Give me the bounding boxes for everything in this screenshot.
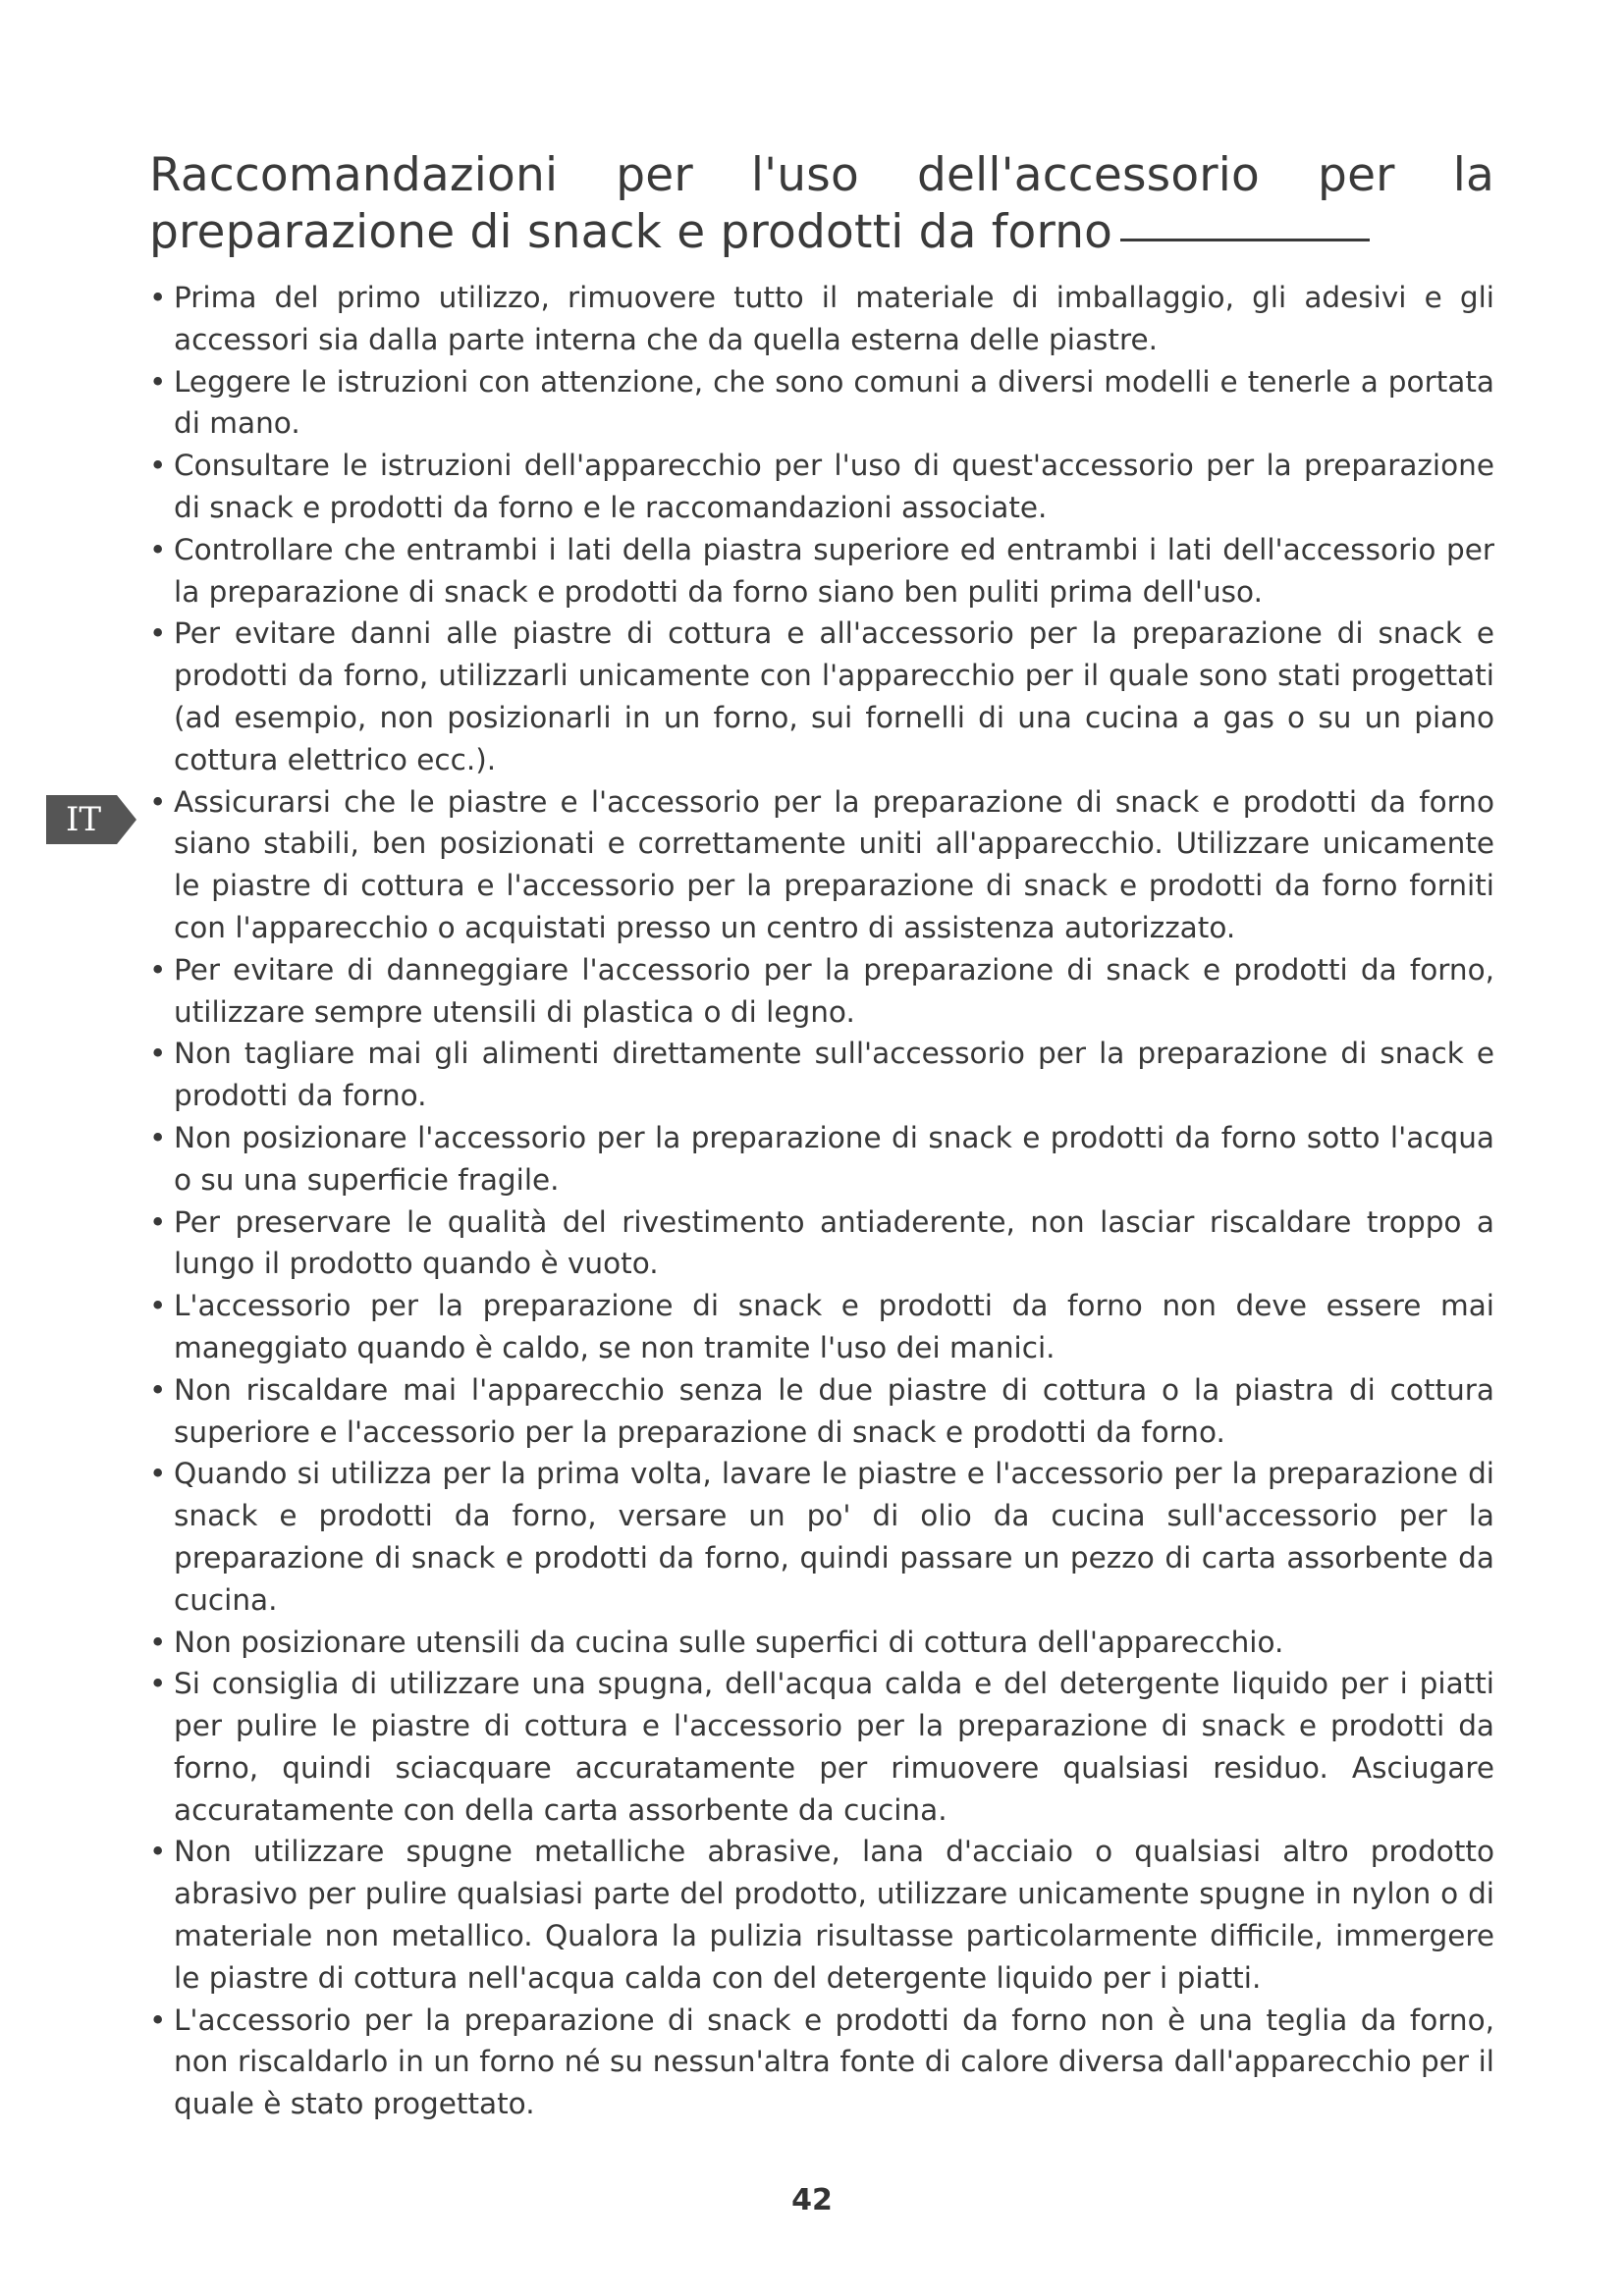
bullet-icon: • xyxy=(149,281,167,314)
bullet-icon: • xyxy=(149,1457,167,1491)
list-item-text: Si consiglia di utilizzare una spugna, dell'acqua calda e del detergente liquido per i piatti per pulire le piastre di cottura e l'accessorio per la preparazione di snack e prodotti da forno, quindi sciacquare accuratamente per rimuovere qualsiasi residuo. Asciugare accuratamente con della carta assorbente da cucina. xyxy=(174,1667,1494,1827)
list-item-text: Non riscaldare mai l'apparecchio senza le due piastre di cottura o la piastra di cottura superiore e l'accessorio per la preparazione di snack e prodotti da forno. xyxy=(174,1372,1494,1449)
bullet-icon: • xyxy=(149,532,167,566)
title-underline-rule xyxy=(1120,239,1370,241)
bullet-icon: • xyxy=(149,364,167,399)
list-item-text: Per evitare di danneggiare l'accessorio per la preparazione di snack e prodotti da forno, utilizzare sempre utensili di plastica o di legno. xyxy=(174,952,1494,1029)
list-item xyxy=(149,1663,1494,1831)
title-line-2-text: preparazione di snack e prodotti da forno xyxy=(149,205,1113,259)
page-title xyxy=(149,147,1494,261)
list-item xyxy=(149,1453,1494,1621)
list-item-text: L'accessorio per la preparazione di snack e prodotti da forno non deve essere mai maneggiato quando è caldo, se non tramite l'uso dei manici. xyxy=(174,1289,1494,1364)
bullet-icon: • xyxy=(149,784,167,819)
list-item-text: Controllare che entrambi i lati della piastra superiore ed entrambi i lati dell'accessorio per la preparazione di snack e prodotti da forno siano ben puliti prima dell'uso. xyxy=(174,532,1494,609)
bullet-icon: • xyxy=(149,952,167,987)
bullet-icon: • xyxy=(149,1120,167,1154)
list-item xyxy=(149,781,1494,949)
recommendations-list xyxy=(149,277,1494,2125)
list-item xyxy=(149,1622,1494,1664)
bullet-icon: • xyxy=(149,2002,167,2037)
bullet-icon: • xyxy=(149,616,167,651)
list-item-text: Per evitare danni alle piastre di cottura e all'accessorio per la preparazione di snack e prodotti da forno, utilizzarli unicamente con l'apparecchio per il quale sono stati progettati (ad esempio, non posizionarli in un forno, sui fornelli di una cucina a gas o su un piano cottura elettrico ecc.). xyxy=(174,616,1494,776)
list-item xyxy=(149,2000,1494,2125)
bullet-icon: • xyxy=(149,1625,167,1659)
list-item-text: Consultare le istruzioni dell'apparecchio per l'uso di quest'accessorio per la preparazione di snack e prodotti da forno e le raccomandazioni associate. xyxy=(174,449,1494,524)
list-item xyxy=(149,1117,1494,1201)
list-item xyxy=(149,1369,1494,1454)
page-number: 42 xyxy=(791,2183,833,2217)
list-item-text: Prima del primo utilizzo, rimuovere tutto il materiale di imballaggio, gli adesivi e gli accessori sia dalla parte interna che da quella esterna delle piastre. xyxy=(174,281,1494,356)
bullet-icon: • xyxy=(149,1289,167,1323)
title-line-2 xyxy=(149,204,1494,261)
list-item-text: Per preservare le qualità del rivestimento antiaderente, non lasciar riscaldare troppo a lungo il prodotto quando è vuoto. xyxy=(174,1204,1494,1281)
bullet-icon: • xyxy=(149,1835,167,1869)
language-tab-label: IT xyxy=(65,800,102,839)
list-item xyxy=(149,1033,1494,1117)
list-item xyxy=(149,613,1494,780)
bullet-icon: • xyxy=(149,1372,167,1407)
list-item xyxy=(149,1201,1494,1286)
title-line-1: Raccomandazioni per l'uso dell'accessorio per la xyxy=(149,148,1494,202)
bullet-icon: • xyxy=(149,1667,167,1701)
bullet-icon: • xyxy=(149,1204,167,1239)
bullet-icon: • xyxy=(149,449,167,483)
list-item xyxy=(149,361,1494,446)
list-item-text: Quando si utilizza per la prima volta, lavare le piastre e l'accessorio per la preparazione di snack e prodotti da forno, versare un po' di olio da cucina sull'accessorio per la preparazione di snack e prodotti da forno, quindi passare un pezzo di carta assorbente da cucina. xyxy=(174,1457,1494,1617)
list-item-text: Assicurarsi che le piastre e l'accessorio per la preparazione di snack e prodotti da forno siano stabili, ben posizionati e correttamente uniti all'apparecchio. Utilizzare unicamente le piastre di cottura e l'accessorio per la preparazione di snack e prodotti da forno forniti con l'apparecchio o acquistati presso un centro di assistenza autorizzato. xyxy=(174,784,1494,944)
language-tab xyxy=(46,795,136,844)
list-item xyxy=(149,277,1494,361)
list-item xyxy=(149,1831,1494,1999)
list-item-text: Non tagliare mai gli alimenti direttamente sull'accessorio per la preparazione di snack e prodotti da forno. xyxy=(174,1037,1494,1113)
list-item-text: Non posizionare l'accessorio per la preparazione di snack e prodotti da forno sotto l'acqua o su una superficie fragile. xyxy=(174,1120,1494,1197)
list-item-text: L'accessorio per la preparazione di snack e prodotti da forno non è una teglia da forno, non riscaldarlo in un forno né su nessun'altra fonte di calore diversa dall'apparecchio per il quale è stato progettato. xyxy=(174,2002,1494,2121)
list-item xyxy=(149,445,1494,529)
list-item xyxy=(149,949,1494,1034)
list-item-text: Leggere le istruzioni con attenzione, che sono comuni a diversi modelli e tenerle a portata di mano. xyxy=(174,364,1494,441)
list-item-text: Non utilizzare spugne metalliche abrasive, lana d'acciaio o qualsiasi altro prodotto abrasivo per pulire qualsiasi parte del prodotto, utilizzare unicamente spugne in nylon o di materiale non metallico. Qualora la pulizia risultasse particolarmente difficile, immergere le piastre di cottura nell'acqua calda con del detergente liquido per i piatti. xyxy=(174,1835,1494,1995)
list-item xyxy=(149,1285,1494,1369)
list-item xyxy=(149,529,1494,614)
bullet-icon: • xyxy=(149,1037,167,1071)
list-item-text: Non posizionare utensili da cucina sulle superfici di cottura dell'apparecchio. xyxy=(174,1625,1284,1659)
